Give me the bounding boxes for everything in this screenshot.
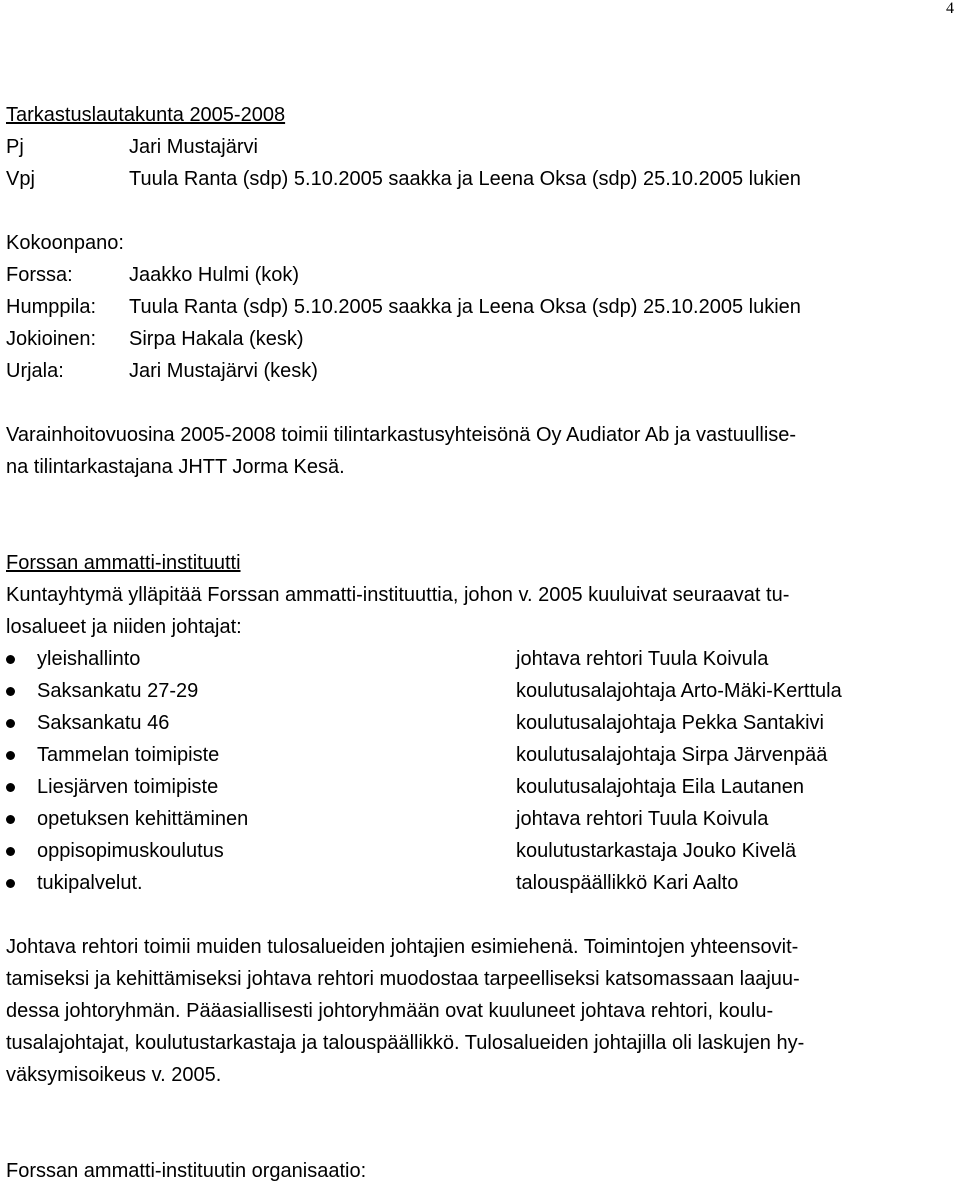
member-row-humppila xyxy=(6,291,952,323)
role-value: Tuula Ranta (sdp) 5.10.2005 saakka ja Leena Oksa (sdp) 25.10.2005 lukien xyxy=(129,168,801,190)
rehtori-paragraph-line: dessa johtoryhmän. Pääasiallisesti johtoryhmään ovat kuuluneet johtava rehtori, koulu- xyxy=(6,1000,774,1022)
spacer xyxy=(6,387,952,419)
ammatti-instituutti-section xyxy=(6,547,952,1187)
member-name: Sirpa Hakala (kesk) xyxy=(129,328,304,350)
list-item-lead: koulutustarkastaja Jouko Kivelä xyxy=(516,840,797,862)
bullet-icon xyxy=(6,867,37,899)
list-item xyxy=(6,643,952,675)
bullet-icon xyxy=(6,707,37,739)
rehtori-paragraph-line: väksymisoikeus v. 2005. xyxy=(6,1064,222,1086)
institute-heading: Forssan ammatti-instituutti xyxy=(6,552,241,574)
member-municipality: Jokioinen: xyxy=(6,328,97,350)
spacer xyxy=(6,1091,952,1155)
member-municipality: Urjala: xyxy=(6,360,64,382)
list-item-lead: johtava rehtori Tuula Koivula xyxy=(516,808,769,830)
member-row-forssa xyxy=(6,259,952,291)
list-item-area: tukipalvelut. xyxy=(37,872,143,894)
bullet-icon xyxy=(6,803,37,835)
role-value: Jari Mustajärvi xyxy=(129,136,258,158)
organisation-heading: Forssan ammatti-instituutin organisaatio: xyxy=(6,1160,367,1182)
member-municipality: Humppila: xyxy=(6,296,97,318)
auditor-paragraph-line: na tilintarkastajana JHTT Jorma Kesä. xyxy=(6,456,345,478)
list-item-lead: koulutusalajohtaja Sirpa Järvenpää xyxy=(516,744,828,766)
document-body xyxy=(6,99,952,1187)
list-item-lead: koulutusalajohtaja Arto-Mäki-Kerttula xyxy=(516,680,842,702)
bullet-icon xyxy=(6,771,37,803)
list-item-lead: koulutusalajohtaja Pekka Santakivi xyxy=(516,712,824,734)
list-item-area: Tammelan toimipiste xyxy=(37,744,220,766)
list-item xyxy=(6,771,952,803)
rehtori-paragraph-line: Johtava rehtori toimii muiden tulosalueiden johtajien esimiehenä. Toimintojen yhteensovit- xyxy=(6,936,799,958)
bullet-icon xyxy=(6,739,37,771)
member-row-urjala xyxy=(6,355,952,387)
list-item-lead: talouspäällikkö Kari Aalto xyxy=(516,872,739,894)
bullet-icon xyxy=(6,835,37,867)
list-item-area: Saksankatu 27-29 xyxy=(37,680,199,702)
role-label: Vpj xyxy=(6,168,35,190)
tulosalueet-list xyxy=(6,643,952,899)
list-item-lead: koulutusalajohtaja Eila Lautanen xyxy=(516,776,804,798)
tarkastuslautakunta-heading: Tarkastuslautakunta 2005-2008 xyxy=(6,104,286,126)
list-item xyxy=(6,739,952,771)
list-item xyxy=(6,835,952,867)
role-row-pj xyxy=(6,131,952,163)
member-row-jokioinen xyxy=(6,323,952,355)
list-item xyxy=(6,803,952,835)
role-label: Pj xyxy=(6,136,24,158)
spacer xyxy=(6,195,952,227)
list-item-area: Liesjärven toimipiste xyxy=(37,776,219,798)
list-item-lead: johtava rehtori Tuula Koivula xyxy=(516,648,769,670)
spacer xyxy=(6,899,952,931)
list-item-area: Saksankatu 46 xyxy=(37,712,170,734)
member-name: Tuula Ranta (sdp) 5.10.2005 saakka ja Leena Oksa (sdp) 25.10.2005 lukien xyxy=(129,296,801,318)
role-row-vpj xyxy=(6,163,952,195)
auditor-paragraph-line: Varainhoitovuosina 2005-2008 toimii tilintarkastusyhteisönä Oy Audiator Ab ja vastuullise- xyxy=(6,424,797,446)
member-name: Jari Mustajärvi (kesk) xyxy=(129,360,318,382)
rehtori-paragraph-line: tusalajohtajat, koulutustarkastaja ja talouspäällikkö. Tulosalueiden johtajilla oli laskujen hy- xyxy=(6,1032,805,1054)
list-item xyxy=(6,707,952,739)
member-municipality: Forssa: xyxy=(6,264,73,286)
member-name: Jaakko Hulmi (kok) xyxy=(129,264,300,286)
list-item-area: opetuksen kehittäminen xyxy=(37,808,249,830)
tarkastuslautakunta-section xyxy=(6,99,952,483)
list-item-area: yleishallinto xyxy=(37,648,141,670)
spacer xyxy=(6,483,952,547)
list-item xyxy=(6,867,952,899)
page-number: 4 xyxy=(946,0,954,17)
bullet-icon xyxy=(6,675,37,707)
institute-intro-line: losalueet ja niiden johtajat: xyxy=(6,616,242,638)
kokoonpano-label: Kokoonpano: xyxy=(6,232,124,254)
rehtori-paragraph-line: tamiseksi ja kehittämiseksi johtava rehtori muodostaa tarpeelliseksi katsomassaan laajuu- xyxy=(6,968,800,990)
bullet-icon xyxy=(6,643,37,675)
institute-intro-line: Kuntayhtymä ylläpitää Forssan ammatti-instituuttia, johon v. 2005 kuuluivat seuraavat tu- xyxy=(6,584,790,606)
list-item-area: oppisopimuskoulutus xyxy=(37,840,224,862)
list-item xyxy=(6,675,952,707)
